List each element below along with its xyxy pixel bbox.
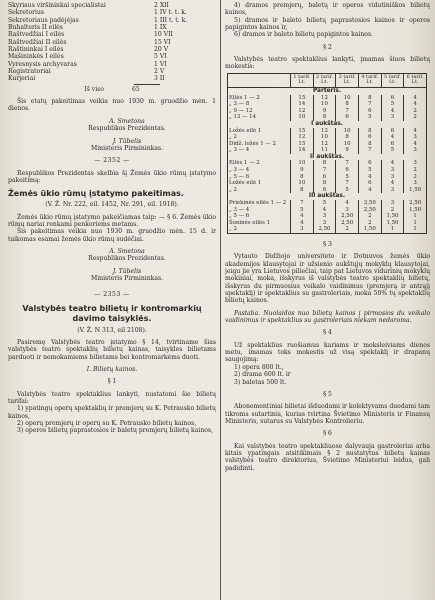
price-cell: 12: [291, 134, 314, 141]
staff-row: [8, 39, 216, 46]
staff-count-category: 15 VI: [154, 38, 171, 46]
price-row: [228, 108, 427, 115]
price-cell: 2: [404, 114, 427, 121]
total-rule: [134, 84, 160, 85]
price-cell: 8: [291, 187, 314, 194]
price-row: [228, 141, 427, 148]
staff-count-category: 2 XII: [154, 2, 169, 9]
staff-effective-text: Šis etatų pakeitimas veikia nuo 1930 m. gruodžio mėn. 1 dienos.: [8, 98, 216, 113]
price-cell: 1: [404, 220, 427, 227]
price-row: [228, 220, 427, 227]
paragraph-text: Vytauto Didžiojo universiteto ir Dotnuvos žemės ūkio akademijos klausytojai ir užsienio aukštųjų mokyklų klausytojai, jeigu jie yra Lietuvos piliečiai, taip pat Lietuvos vidurinių mokyklų mokiniai, moka, išskyrus iš valstybės teatro spektaklių bilietų, išskyrus du pirmuosius veikalo vaidinimus (premjerą ir antrąjį spektaklį) ir spektaklius su gastroleriais, moka 50% tų spektaklių bilietų kainos.: [225, 253, 430, 305]
paragraph-mark: § 1: [107, 378, 117, 386]
staff-row: [8, 31, 216, 38]
price-row: [228, 128, 427, 135]
price-cell: 7: [358, 101, 381, 108]
price-row-label: „ 3 — 4: [228, 207, 291, 214]
price-table-header: [228, 73, 427, 87]
act-number-2352: — 2352 —: [94, 157, 130, 165]
price-cell: 6: [358, 160, 381, 167]
price-cell: 1,50: [358, 226, 381, 233]
price-cell: 3: [381, 167, 404, 174]
price-cell: 7: [336, 180, 359, 187]
price-row: [228, 226, 427, 233]
price-group-label: II aukštas.: [228, 154, 427, 161]
signature-role: Ministeris Pirmininkas.: [90, 274, 164, 282]
act-2352-body: Žemės ūkio rūmų įstatymo pakeičiamas taip: — § 6. Žemės ūkio rūmų nariai renkami penkeriems metams.: [8, 213, 216, 228]
price-cell: 2,50: [358, 207, 381, 214]
price-row: [228, 160, 427, 167]
price-cell: 4: [358, 187, 381, 194]
price-cell: 3: [313, 213, 336, 220]
price-cell: 3: [336, 207, 359, 214]
staff-position: Buhalteris II eilės: [8, 24, 63, 32]
price-cell: 3: [313, 220, 336, 227]
price-group-row: [228, 121, 427, 128]
price-group-row: [228, 193, 427, 200]
price-cell: 7: [358, 147, 381, 154]
price-cell: 3: [404, 147, 427, 154]
price-group-label: Parteris.: [228, 87, 427, 94]
staff-row: [8, 46, 216, 53]
act-2353-title: Valstybės teatro bilietų ir kontromarkių davimo taisyklės.: [22, 303, 202, 323]
price-table-body: [228, 87, 427, 233]
price-row-label: Didž. ložės 1 — 2: [228, 141, 291, 148]
signature-name: J. Tūbelis: [112, 267, 142, 275]
price-cell: 6: [336, 114, 359, 121]
tariff-item: 5) dramos ir baleto bilietų paprastosios kainos ir operos papigintos kainos ir,: [225, 16, 430, 32]
paragraph-mark: § 5: [323, 390, 332, 398]
price-cell: 1,50: [404, 187, 427, 194]
staff-count-category: 3 II: [154, 75, 165, 83]
price-column-header: 5 tarif. Lt.: [381, 73, 404, 87]
price-cell: 6: [381, 128, 404, 135]
price-cell: 4: [313, 207, 336, 214]
price-cell: 10: [291, 160, 314, 167]
price-cell: 6: [381, 95, 404, 102]
price-cell: 4: [381, 108, 404, 115]
price-row: [228, 147, 427, 154]
price-cell: 10: [291, 114, 314, 121]
tariff-item: 4) dramos premjerų, baletų ir operos vidutiniškos bilietų kainos,: [225, 2, 430, 17]
fee-item: 1) opera 800 lt.,: [234, 363, 284, 371]
price-row: [228, 101, 427, 108]
price-cell: 4: [291, 220, 314, 227]
staff-total: [8, 86, 216, 93]
staff-count-category: 20 V: [154, 46, 169, 54]
price-cell: 2: [404, 167, 427, 174]
signature-role: Respublikos Prezidentas.: [88, 255, 166, 263]
staff-count-category: 2 V: [154, 68, 165, 76]
price-row-label: Priekinės eilės 1 — 2: [228, 200, 291, 207]
staff-row: [8, 53, 216, 60]
staff-row: [8, 24, 216, 31]
price-cell: 4: [358, 174, 381, 181]
price-row: [228, 200, 427, 207]
price-row-label: „ 5 — 6: [228, 213, 291, 220]
paragraph-mark: § 3: [323, 241, 332, 248]
price-cell: 8: [313, 160, 336, 167]
act-2352-title: Žemės ūkio rūmų įstatymo pakeitimas.: [8, 189, 184, 199]
signature-name: J. Tūbelis: [112, 137, 142, 145]
tariff-item: 3) operos bilietų paprastosios ir baletų premjerų bilietų kainos,: [17, 427, 213, 435]
price-cell: 8: [336, 101, 359, 108]
total-label: Iš viso: [84, 85, 104, 93]
price-row-label: Ložės eilė 1: [228, 180, 291, 187]
price-column-header: 1 tarif. Lt.: [291, 73, 314, 87]
act-2353-reference: (V. Ž. N 313, eil 2108).: [77, 326, 147, 334]
price-cell: 6: [358, 180, 381, 187]
paragraph-mark: § 2: [323, 43, 332, 51]
price-row-label: „ 2: [228, 187, 291, 194]
price-cell: 1,50: [381, 213, 404, 220]
price-column-header: [228, 73, 291, 87]
act-2352-intro: Respublikos Prezidentas skelbia šį Žemės ūkio rūmų įstatymo pakeitimą:: [8, 169, 216, 184]
price-cell: 14: [291, 101, 314, 108]
staff-list: [8, 2, 216, 83]
price-cell: 1: [381, 226, 404, 233]
price-row: [228, 134, 427, 141]
price-row-label: „ 2: [228, 226, 291, 233]
staff-position: Sekretorius: [8, 9, 45, 17]
section-heading: I. Bilietų kainos.: [86, 366, 138, 374]
staff-position: Raštvedžiai II eilės: [8, 38, 67, 46]
price-cell: 5: [336, 174, 359, 181]
price-group-row: [228, 154, 427, 161]
staff-count-category: 1 VI: [154, 60, 167, 68]
paragraph-mark: § 6: [323, 430, 332, 438]
price-cell: 8: [313, 114, 336, 121]
price-row-label: Eilės 1 — 2: [228, 95, 291, 102]
price-cell: 2: [358, 220, 381, 227]
price-cell: 14: [291, 147, 314, 154]
staff-row: [8, 2, 216, 9]
price-cell: 2,50: [313, 226, 336, 233]
price-row-label: „ 3 — 4: [228, 167, 291, 174]
price-column-header: 4 tarif. Lt.: [358, 73, 381, 87]
price-column-header: 3 tarif. Lt.: [336, 73, 359, 87]
price-cell: 5: [313, 200, 336, 207]
price-cell: 6: [381, 141, 404, 148]
signature-name: A. Smetona: [109, 117, 145, 125]
price-cell: 5: [381, 101, 404, 108]
price-cell: 10: [336, 128, 359, 135]
price-cell: 7: [336, 108, 359, 115]
price-cell: 6: [336, 167, 359, 174]
staff-row: [8, 75, 216, 82]
price-cell: 4: [291, 213, 314, 220]
price-cell: 3: [381, 200, 404, 207]
price-cell: 12: [313, 128, 336, 135]
price-row: [228, 114, 427, 121]
price-cell: 4: [336, 200, 359, 207]
price-cell: 10: [313, 134, 336, 141]
price-cell: 6: [313, 187, 336, 194]
price-cell: 8: [291, 174, 314, 181]
price-row: [228, 213, 427, 220]
price-cell: 2: [336, 226, 359, 233]
price-cell: 11: [313, 147, 336, 154]
price-cell: 6: [358, 108, 381, 115]
fee-item: 3) baletas 500 lt.: [234, 378, 287, 386]
price-column-header: 2 tarif. Lt.: [313, 73, 336, 87]
price-cell: 5: [291, 207, 314, 214]
price-cell: 4: [381, 180, 404, 187]
staff-count-category: 1 IX: [154, 24, 167, 32]
right-column: [225, 2, 430, 600]
price-cell: 2,50: [336, 213, 359, 220]
staff-count-category: 10 VII: [154, 31, 173, 39]
price-row-label: Eilės 1 — 2: [228, 160, 291, 167]
price-cell: 9: [291, 167, 314, 174]
price-cell: 3: [381, 114, 404, 121]
staff-row: [8, 9, 216, 16]
price-row: [228, 167, 427, 174]
staff-position: Sekretoriaus padėjėjas: [8, 16, 79, 24]
price-row-label: Ložės eilė 1: [228, 128, 291, 135]
price-row: [228, 180, 427, 187]
paragraph-text: Valstybės teatro spektaklius lankyti, įmamas šiuos bilietų mokestis:: [225, 56, 430, 71]
price-cell: 12: [313, 141, 336, 148]
price-cell: 8: [336, 134, 359, 141]
price-row-label: „ 13 — 14: [228, 114, 291, 121]
tariff-item: 6) dramos ir baleto bilietų papigintos kainos.: [234, 31, 374, 39]
staff-row: [8, 68, 216, 75]
price-cell: 1: [404, 226, 427, 233]
left-column: [8, 2, 216, 600]
price-cell: 3,50: [358, 200, 381, 207]
price-cell: 5: [358, 114, 381, 121]
price-cell: 4: [404, 141, 427, 148]
staff-count-category: 5 VI: [154, 53, 167, 61]
signature-name: A. Smetona: [109, 247, 145, 255]
price-cell: 10: [291, 180, 314, 187]
price-row: [228, 95, 427, 102]
price-cell: 15: [291, 95, 314, 102]
price-cell: 8: [358, 128, 381, 135]
price-cell: 12: [291, 108, 314, 115]
price-cell: 15: [291, 128, 314, 135]
price-cell: 5: [336, 187, 359, 194]
price-cell: 5: [381, 147, 404, 154]
price-cell: 6: [358, 134, 381, 141]
act-2352-reference: (V. Ž. Nr. 222, eil. 1452, Nr. 291, eil. 1918).: [45, 201, 179, 209]
paragraph-mark: § 4: [323, 329, 332, 337]
price-row-label: „ 5 — 6: [228, 174, 291, 181]
staff-position: Registratoriai: [8, 68, 51, 76]
price-cell: 3: [404, 180, 427, 187]
price-cell: 4: [404, 128, 427, 135]
price-cell: 8: [358, 95, 381, 102]
price-cell: 6: [313, 174, 336, 181]
price-cell: 3: [381, 174, 404, 181]
price-cell: 9: [313, 108, 336, 115]
price-cell: 3: [381, 187, 404, 194]
price-cell: 5: [358, 167, 381, 174]
staff-count-category: 1 IV t. t. k.: [154, 9, 187, 17]
price-cell: 1,50: [404, 207, 427, 214]
price-group-row: [228, 87, 427, 94]
price-cell: 4: [404, 101, 427, 108]
price-cell: 10: [336, 95, 359, 102]
price-cell: 7: [336, 160, 359, 167]
price-row-label: „ 9 — 12: [228, 108, 291, 115]
note-text: Pastaba. Nuolaidos nuo bilietų kainos į pirmosios du veikalo vaidinimus ir spektaklius su gastroleriais niekam nedaroma.: [225, 309, 430, 325]
price-row-label: „ 2: [228, 134, 291, 141]
price-row-label: Šoninės eilės 1: [228, 220, 291, 227]
price-cell: 3: [404, 134, 427, 141]
price-cell: 2,50: [336, 220, 359, 227]
staff-position: Raštvedžiai I eilės: [8, 31, 65, 39]
price-cell: 3: [404, 160, 427, 167]
staff-position: Vyresnysis archyvaras: [8, 60, 77, 68]
price-row: [228, 207, 427, 214]
price-column-header: 6 tarif. Lt.: [404, 73, 427, 87]
act-2352-effective: Šis pakeitimas veikia nuo 1930 m. gruodžio mėn. 15 d. ir taikomas esamai žemės ūkio rūmų sudėčiai.: [8, 228, 216, 243]
staff-position: Mašininkės I eilės: [8, 53, 64, 61]
price-cell: 2: [381, 207, 404, 214]
staff-position: Raštininkai I eilės: [8, 46, 64, 54]
price-cell: 3: [291, 226, 314, 233]
price-cell: 2: [404, 174, 427, 181]
paragraph-text: Abonementiniai bilietai išduodami ir kolektyvams duodami tam tikroms sutartinis, kurias tvirtina Švietimo Ministeris ir Finansų Ministeris, sutarus su Valstybės Kontrolieriu.: [225, 403, 430, 425]
tariff-item: 1) ypatingų operų spektaklių ir premjerų su K. Petrausko bilietų kainos,: [8, 405, 216, 420]
price-cell: 8: [313, 180, 336, 187]
price-row-label: „ 3 — 8: [228, 101, 291, 108]
paragraph-text: Kai valstybės teatro spektakliuose dalyvauja gastroleriai arba kitais ypatingais atsitikimais § 2 nustatytus bilietų kainas valstybės teatro direktorius, Švietimo Ministeriui leidus, gali padidinti.: [225, 442, 430, 472]
price-cell: 7: [291, 200, 314, 207]
price-cell: 4: [404, 95, 427, 102]
price-cell: 7: [313, 167, 336, 174]
tariff-item: 2) operų premjerų ir operų su K. Petrausko bilietų kainos,: [17, 420, 197, 428]
price-row-label: „ 3 — 4: [228, 147, 291, 154]
column-divider: [220, 0, 221, 600]
staff-position: Kurjeriai: [8, 75, 36, 83]
staff-count-category: 1 III t. t. k.: [154, 16, 188, 24]
staff-position: Skyriaus viršininkai specialistai: [8, 2, 106, 9]
price-cell: 8: [358, 141, 381, 148]
price-group-label: I aukštas.: [228, 121, 427, 128]
price-cell: 4: [381, 134, 404, 141]
price-cell: 4: [381, 160, 404, 167]
fee-item: 2) drama 600 lt. ir: [234, 371, 291, 379]
price-cell: 1: [404, 213, 427, 220]
price-cell: 15: [291, 141, 314, 148]
staff-row: [8, 17, 216, 24]
price-cell: 1,50: [381, 220, 404, 227]
act-number-2353: — 2353 —: [94, 291, 130, 299]
staff-row: [8, 61, 216, 68]
price-cell: 2,50: [404, 200, 427, 207]
price-cell: 9: [336, 147, 359, 154]
price-cell: 12: [313, 95, 336, 102]
ticket-price-table: [227, 73, 427, 234]
price-cell: 10: [313, 101, 336, 108]
paragraph-text: Valstybės teatro spektaklius lankyti, nustatomi šie bilietų tarifai:: [8, 390, 216, 406]
signature-role: Ministeris Pirmininkas.: [90, 144, 164, 152]
act-2353-body: Pasiremę Valstybės teatro įstatymo § 14, tvirtiname šias valstybės teatro spektaklių bilietų kainas, taisykles bilietams parduoti ir nemokamiems bilietams bei kontromarkėms duoti.: [8, 339, 216, 361]
price-group-label: III aukštas.: [228, 193, 427, 200]
total-value: 65: [131, 85, 140, 93]
price-cell: 2: [358, 213, 381, 220]
price-cell: 2: [404, 108, 427, 115]
signature-role: Respublikos Prezidentas.: [88, 125, 166, 133]
price-cell: 10: [336, 141, 359, 148]
paragraph-text: Už spektaklius ruošiamus kariams ir moksleiviams dienos metu, imamas toks mokestis už visą spektaklį ir drapanų saugojimą:: [225, 341, 430, 364]
